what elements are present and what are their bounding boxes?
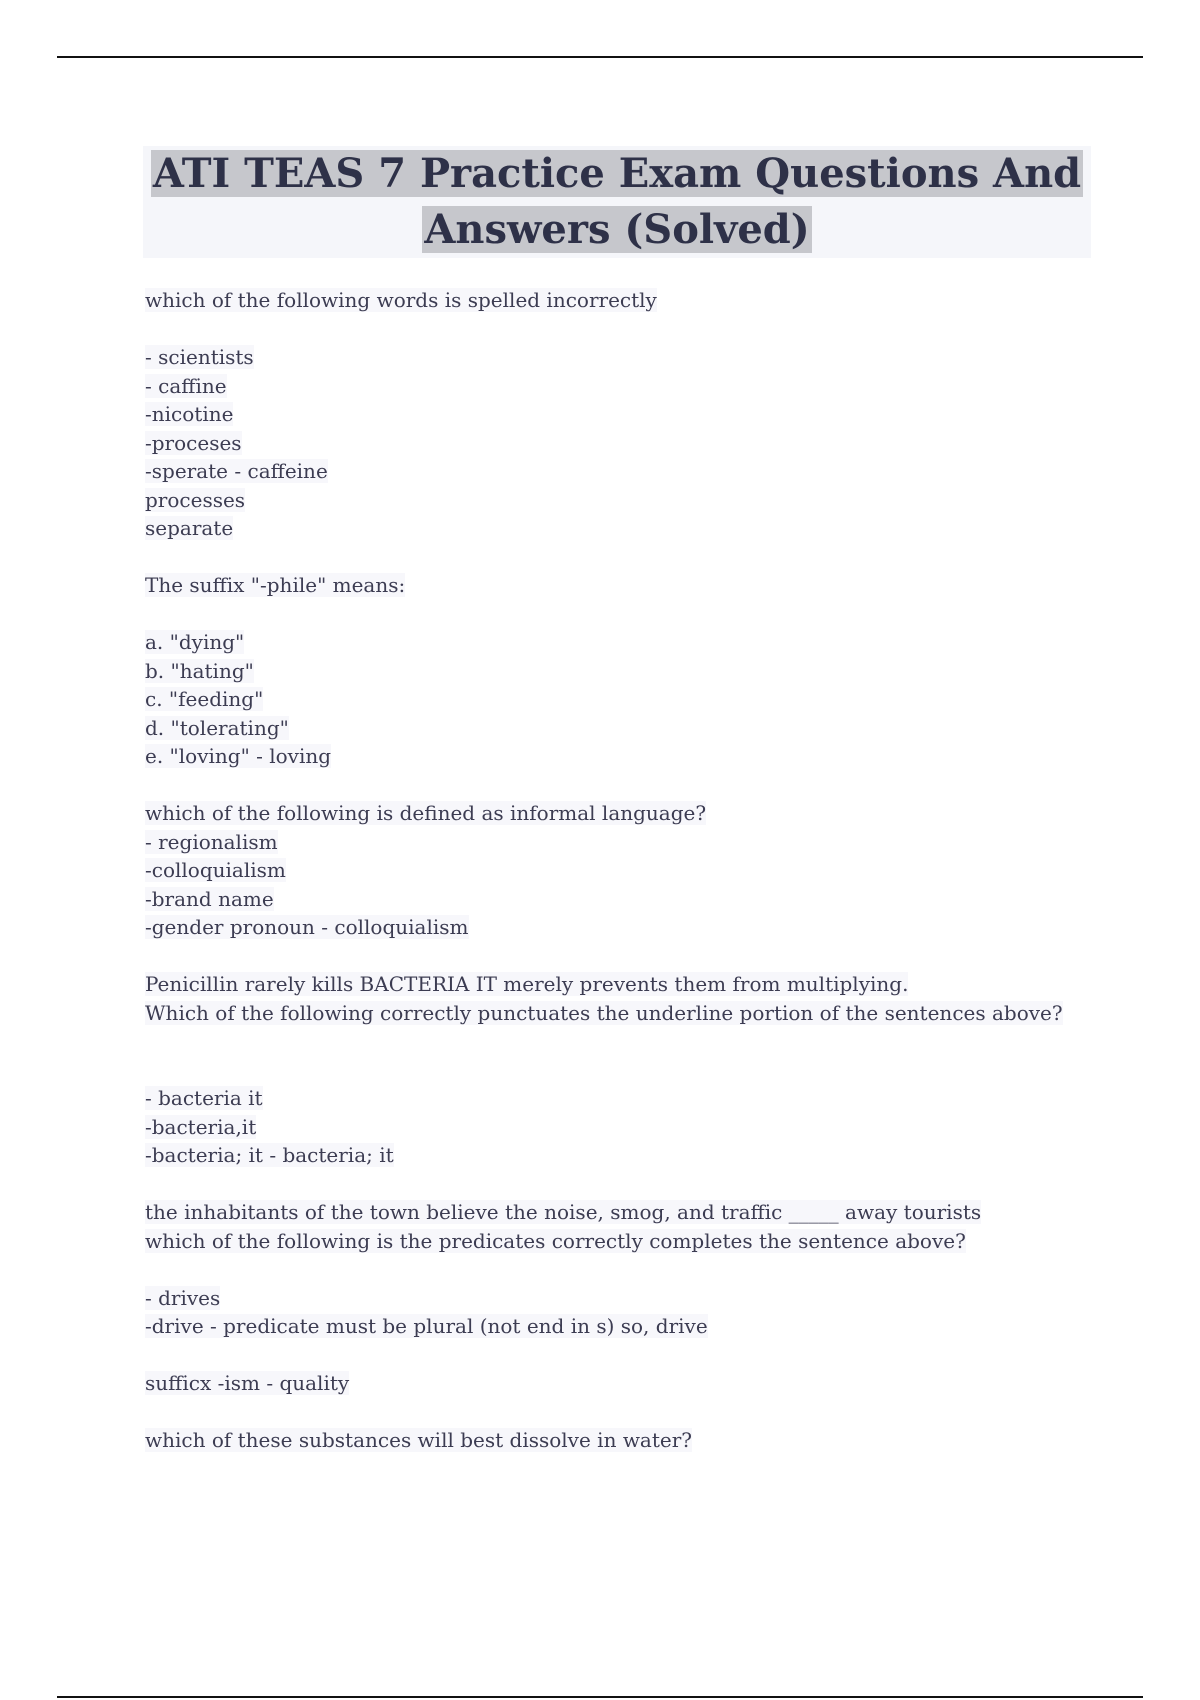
option: - drives [145, 1285, 221, 1310]
option: b. "hating" [145, 658, 254, 683]
question-4: Penicillin rarely kills BACTERIA IT merely prevents them from multiplying. [145, 972, 909, 996]
option: -proceses [145, 430, 242, 455]
question-3: which of the following is defined as informal language? [145, 801, 707, 825]
document-title [143, 146, 1091, 258]
question-5: the inhabitants of the town believe the noise, smog, and traffic _____ away tourists [145, 1200, 982, 1224]
option: processes [145, 487, 246, 512]
option: -bacteria; it - bacteria; it [145, 1143, 394, 1167]
option: -brand name [145, 886, 274, 911]
question-1: which of the following words is spelled incorrectly [145, 288, 657, 312]
option: -drive - predicate must be plural (not end in s) so, drive [145, 1314, 708, 1338]
option: - caffine [145, 373, 227, 398]
option: -colloquialism [145, 858, 286, 882]
title-block [143, 146, 1091, 258]
option: a. "dying" [145, 630, 245, 654]
option: - scientists [145, 345, 254, 369]
option: d. "tolerating" [145, 715, 289, 740]
option: separate [145, 516, 234, 540]
document-body [145, 286, 1095, 1455]
title-line-1: ATI TEAS 7 Practice Exam Questions And [152, 150, 1082, 197]
question-6: sufficx -ism - quality [145, 1371, 350, 1395]
option: - bacteria it [145, 1086, 263, 1110]
option: -nicotine [145, 402, 234, 426]
option: e. "loving" - loving [145, 744, 332, 768]
top-rule [57, 56, 1143, 58]
option: -sperate - caffeine [145, 459, 328, 483]
option: - regionalism [145, 829, 278, 854]
question-4-prompt: Which of the following correctly punctuates the underline portion of the sentences above? [145, 1000, 1063, 1025]
question-7: which of these substances will best dissolve in water? [145, 1428, 693, 1452]
option: c. "feeding" [145, 687, 264, 711]
question-2: The suffix "-phile" means: [145, 573, 406, 597]
question-5-prompt: which of the following is the predicates correctly completes the sentence above? [145, 1228, 966, 1253]
title-line-2: Answers (Solved) [424, 206, 810, 253]
option: -bacteria,it [145, 1114, 257, 1139]
option: -gender pronoun - colloquialism [145, 915, 469, 939]
bottom-rule [57, 1696, 1143, 1698]
